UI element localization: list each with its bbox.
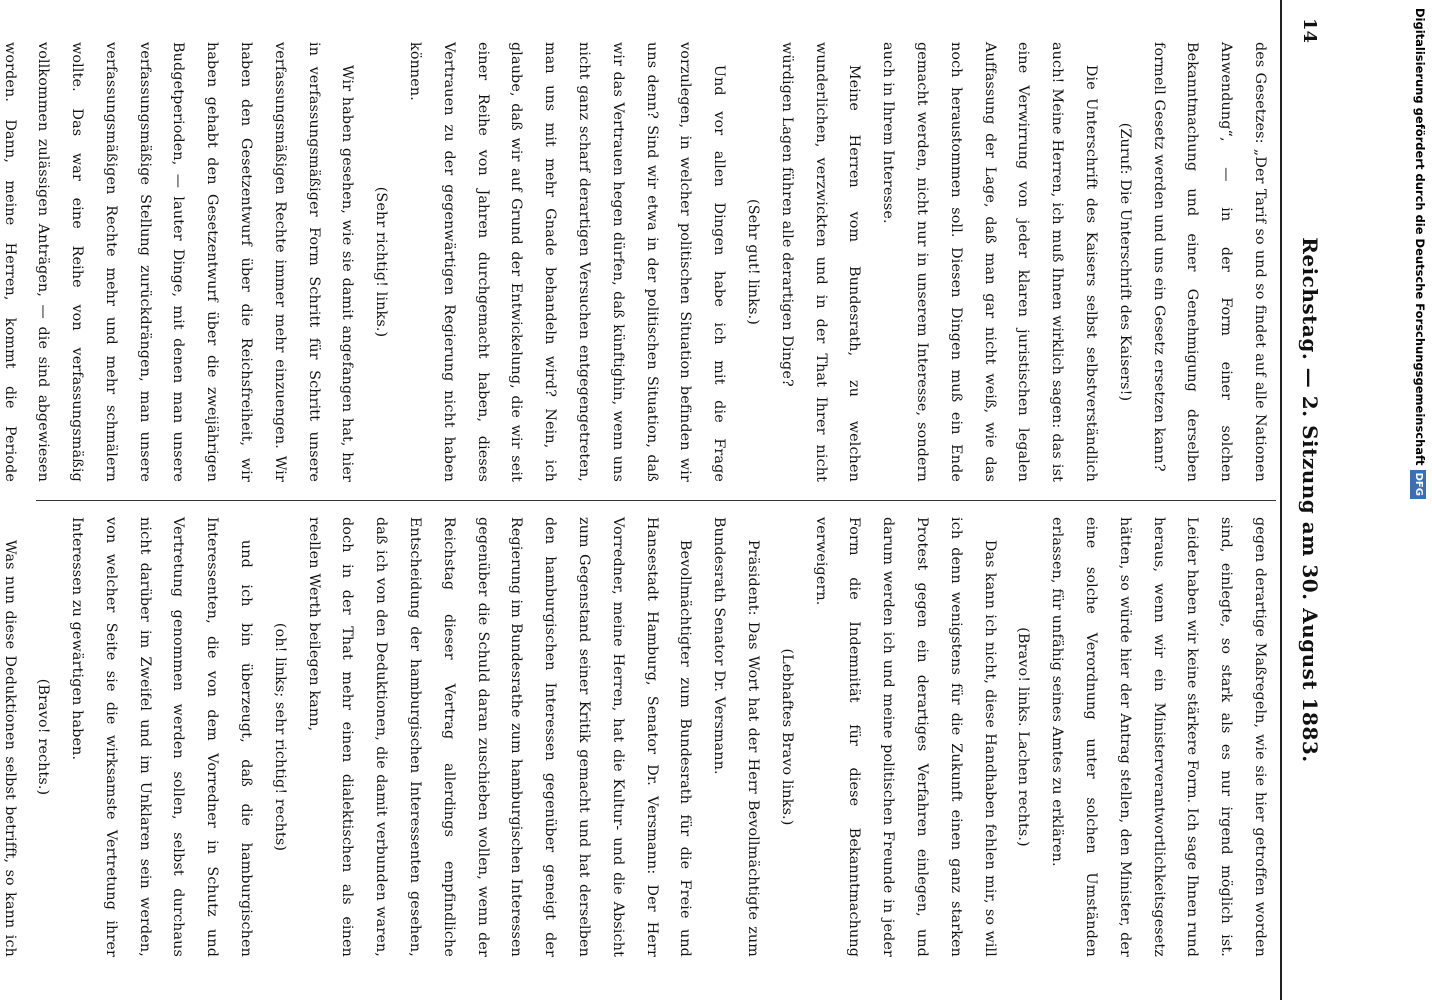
dfg-logo-badge: DFG <box>1410 470 1426 499</box>
paragraph: Meine Herren vom Bundesrath, zu welchen wunderlichen, verzwickten und in der That Ihrer nicht würdigen Lagen führen alle derartigen Dinge? <box>778 42 863 482</box>
paragraph: (Sehr richtig! links.) <box>373 186 390 338</box>
paragraph: Bevollmächtigter zum Bundesrath für die Freie und Hansestadt Hamburg, Senator Dr. Versmann: Der Herr Vorredner, meine Herren, hat die Kultur- und die Absicht zum Gegenstand seiner Kritik gemacht und hat derselben den hamburgischen Interessen gegenüber geneigt der Regierung im Bundesrathe zum hamburgischen Interessen gegenüber die Schuld daran zuschieben wollen, wenn der Reichstag dieser Vertrag allerdings empfindliche Entscheidung der hamburgischen Interessenten gesehen, daß ich von den Deduktionen, die damit verbunden waren, doch in der That mehr einen dialektischen als einen reellen Werth beilegen kann, <box>305 517 694 957</box>
paragraph: Und vor allen Dingen habe ich mit die Frage vorzulegen, in welcher politischen Situation befinden wir uns denn? Sind wir etwa in der politischen Situation, daß wir das Vertrauen hegen dürfen, daß künftighin, wenn uns nicht ganz scharf derartigen Versuchen entgegengetreten, man uns mit mehr Gnade behandeln wird? Nein, ich glaube, daß wir auf Grund der Entwickelung, die wir seit einer Reihe von Jahren durchgemacht haben, dieses Vertrauen zu der gegenwärtigen Regierung nicht haben können. <box>407 42 728 482</box>
paragraph: Was nun diese Deduktionen selbst betrifft, so kann ich <box>1 539 18 957</box>
paragraph: (Bravo! rechts.) <box>35 678 52 796</box>
paragraph: gegen derartige Maßregeln, wie sie hier getroffen worden sind, einlegte, so stark als es nur irgend möglich ist. Leider haben wir keine stärkere Form. Ich sage Ihnen rund heraus, wenn wir ein Ministerverantwortlichkeitsgesetz hätten, so würde hier der Antrag stellen, den Minister, der eine solche Verordnung unter solchen Umständen erlassen, für unfähig seines Amtes zu erklären. <box>1049 517 1268 957</box>
paragraph: (Bravo! links. Lachen rechts.) <box>1015 627 1032 847</box>
digitization-credit <box>1412 8 1428 992</box>
column-divider <box>36 500 1276 501</box>
paragraph: Das kann ich nicht, diese Handhaben fehlen mir, so will ich denn wenigstens für die Zukunft einen ganz starken Protest gegen ein derartiges Verfahren einlegen, und darum werden ich und meine politischen Freunde in jeder Form die Indemnität für diese Bekanntmachung verweigern. <box>812 517 998 957</box>
paragraph: Wir haben gesehen, wie sie damit angefangen hat, hier in verfassungsmäßiger Form Schritt für Schritt unsere verfassungsmäßigen Rechte immer mehr einzuengen. Wir haben den Gesetzentwurf über die Reichsfreiheit, wir haben gehabt den Gesetzentwurf über die zweijährigen Budgetperioden, — lauter Dinge, mit denen man unsere verfassungsmäßige Stellung zurückdrängen, man unsere verfassungsmäßigen Rechte mehr und mehr schmälern wollte. Das war eine Reihe von verfassungsmäßig vollkommen zulässigen Anträgen, — die sind abgewiesen worden. Dann, meine Herren, kommt die Periode <box>1 42 356 482</box>
paragraph: Die Unterschrift des Kaisers selbst selbstverständlich auch! Meine Herren, ich muß Ihnen wirklich sagen: das ist eine Verwirrung von jeder klaren juristischen legalen Auffassung der Lage, daß man gar nicht weiß, wie das noch heraustommen soll. Diesen Dingen muß ein Ende gemacht werden, nicht nur in unserem Interesse, sondern auch in Ihrem Interesse. <box>880 42 1100 482</box>
page-header <box>1280 0 1340 1000</box>
page-number: 14 <box>1299 18 1320 44</box>
credit-text: Digitalisierung gefördert durch die Deutsche Forschungsgemeinschaft <box>1413 8 1427 466</box>
right-column <box>1 517 1276 957</box>
paragraph: (Sehr gut! links.) <box>745 199 762 325</box>
paragraph: des Gesetzes: „Der Tarif so und so findet auf alle Nationen Anwendung“, — in der Form einer solchen Bekanntmachung und einer Genehmigung derselben formell Gesetz werden und uns ein Gesetz ersetzen kann? <box>1150 42 1268 482</box>
running-title: Reichstag. — 2. Sitzung am 30. August 1883. <box>1298 237 1322 763</box>
paragraph: (oh! links; sehr richtig! rechts) <box>271 622 288 852</box>
left-column <box>1 42 1276 482</box>
paragraph: (Zuruf: Die Unterschrift des Kaisers!) <box>1116 122 1133 402</box>
paragraph: (Lebhaftes Bravo links.) <box>778 648 795 826</box>
paragraph: Präsident: Das Wort hat der Herr Bevollmächtigte zum Bundesrath Senator Dr. Versmann. <box>711 517 762 957</box>
document-page <box>1 0 1340 1000</box>
paragraph: und ich bin überzeugt, daß die hamburgischen Interessenten, die von dem Vorredner in Schutz und Vertretung genommen werden sollen, selbst durchaus nicht darüber im Zweifel und im Unklaren sein werden, von welcher Seite sie die wirksamste Vertretung ihrer Interessen zu gewärtigen haben. <box>69 517 255 957</box>
